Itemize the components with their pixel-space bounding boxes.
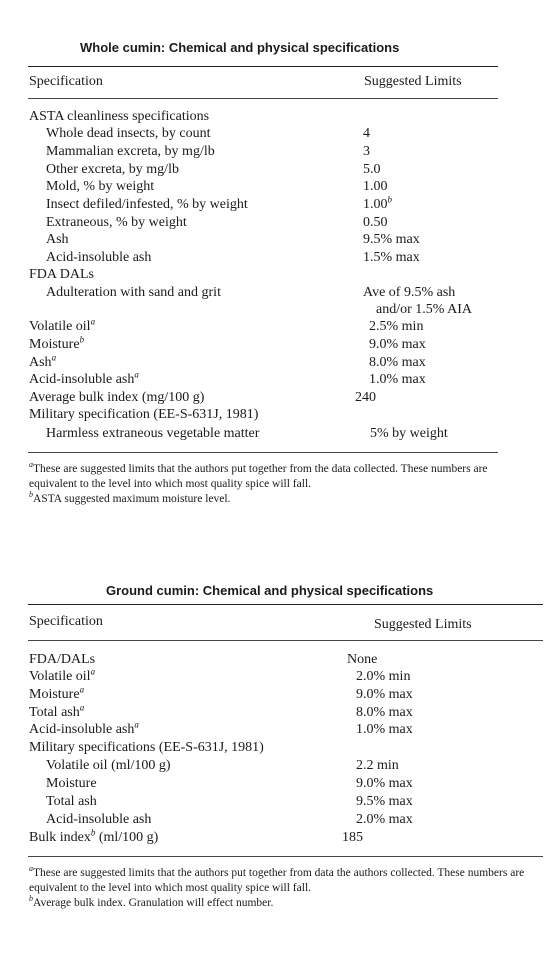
table-row [0,776,550,794]
footnote-b: $^b$ASTA suggested maximum moisture level. [29,490,231,505]
row-label: Average bulk index (mg/100 g) [29,390,205,405]
row-label: Volatile oil (ml/100 g) [46,758,171,773]
table-row [0,334,550,355]
footnote-b-marker: b [79,334,85,345]
footnote-a-marker: a [79,702,85,713]
row-value: 8.0% max [356,705,413,720]
footnote-a: $^a$These are suggested limits that the authors put together from data the authors collected. These numbers are equivalent to the level into which most quality spice will fall. [29,864,525,894]
table-row [0,194,550,215]
row-value: 9.0% max [356,776,413,791]
row-value: 2.0% min [356,669,411,684]
row-label: Acid-insoluble ash$^a$ [29,719,139,737]
row-label: Whole dead insects, by count [46,126,211,141]
footnote-b-marker: b [387,194,392,205]
row-value: 5% by weight [370,426,448,441]
table2-header-rule [28,640,543,641]
row-value: 1.00 [363,179,388,194]
row-value: 4 [363,126,370,141]
row-label: ASTA cleanliness specifications [29,109,210,124]
row-value: 2.5% min [369,319,424,334]
row-value: 9.5% max [363,232,420,247]
row-label: Volatile oil$^a$ [29,666,96,684]
row-value: 185 [342,830,363,845]
row-label: FDA/DALs [29,652,96,667]
row-value: Ave of 9.5% ash [363,285,456,300]
footnote-a-marker: a [90,316,96,327]
row-label: Insect defiled/infested, % by weight [46,197,248,212]
table-row [0,758,550,776]
row-label: Moisture [46,776,97,791]
table1-col-limits: Suggested Limits [364,74,462,89]
row-label: Moisture$^a$ [29,684,85,702]
table2-top-rule [28,604,543,605]
table-row [0,109,550,127]
table-row [0,407,550,425]
row-value: 3 [363,144,370,159]
row-value: 240 [355,390,376,405]
table1-title: Whole cumin: Chemical and physical specifications [80,40,400,55]
table-row [0,369,550,390]
table-row [0,426,550,444]
row-label: Mammalian excreta, by mg/lb [46,144,215,159]
table-row [0,702,550,723]
row-value: 1.0% max [369,372,426,387]
table2-col-limits: Suggested Limits [374,617,472,632]
row-label: Volatile oil$^a$ [29,316,96,334]
row-label: Military specification (EE-S-631J, 1981) [29,407,259,422]
row-label: Ash$^a$ [29,352,57,370]
table2-bottom-rule [28,856,543,857]
footnote-a-marker: a [90,666,96,677]
table-row [0,740,550,758]
row-label: Harmless extraneous vegetable matter [46,426,260,441]
footnote-a: $^a$These are suggested limits that the authors put together from the data collected. These numbers are equivalent to the level into which most quality spice will fall. [29,460,488,490]
table-row [0,144,550,162]
table-row [0,285,550,303]
table2-footnotes [29,866,545,911]
row-value: 2.2 min [356,758,399,773]
table-row [0,719,550,740]
row-value: 9.0% max [369,337,426,352]
table-row [0,827,550,848]
row-label: Bulk index$^b$ (ml/100 g) [29,827,159,845]
table-row [0,179,550,197]
footnote-a-marker: a [134,719,139,730]
row-value: 2.0% max [356,812,413,827]
row-value: 9.0% max [356,687,413,702]
row-label: Other excreta, by mg/lb [46,162,179,177]
row-label: Acid-insoluble ash [46,250,152,265]
table-row [0,812,550,830]
row-label: FDA DALs [29,267,94,282]
row-label: Moisture$^b$ [29,334,85,352]
row-label: Total ash [46,794,97,809]
table-row [0,302,550,320]
table-row [0,267,550,285]
table-row [0,390,550,408]
table2-title: Ground cumin: Chemical and physical specifications [106,583,434,598]
row-value: 9.5% max [356,794,413,809]
table1-header-rule [28,98,498,99]
row-label: Acid-insoluble ash$^a$ [29,369,139,387]
table-row [0,215,550,233]
row-value: 1.5% max [363,250,420,265]
row-label: Military specifications (EE-S-631J, 1981) [29,740,264,755]
row-label: Extraneous, % by weight [46,215,187,230]
row-label: Total ash$^a$ [29,702,85,720]
footnote-a-marker: a [51,352,57,363]
footnote-a-marker: a [134,369,139,380]
footnote-a-marker: a [79,684,85,695]
row-value: and/or 1.5% AIA [376,302,473,317]
row-value: 1.0% max [356,722,413,737]
row-value: 1.00$^b$ [363,194,392,212]
row-label: Acid-insoluble ash [46,812,152,827]
table-row [0,126,550,144]
row-label: Adulteration with sand and grit [46,285,221,300]
row-value: 0.50 [363,215,388,230]
table-row [0,794,550,812]
table-row [0,652,550,670]
row-label: Ash [46,232,69,247]
footnote-b-marker: b [90,827,96,838]
footnote-b: $^b$Average bulk index. Granulation will effect number. [29,894,274,909]
table1-col-spec: Specification [29,74,103,89]
table-row [0,162,550,180]
table2-col-spec: Specification [29,614,103,629]
table1-bottom-rule [28,452,498,453]
table-row [0,352,550,373]
table-row [0,232,550,250]
row-value: None [347,652,378,667]
table1-footnotes [29,462,501,507]
row-value: 8.0% max [369,355,426,370]
row-label: Mold, % by weight [46,179,155,194]
table1-top-rule [28,66,498,67]
table-row [0,250,550,268]
row-value: 5.0 [363,162,381,177]
